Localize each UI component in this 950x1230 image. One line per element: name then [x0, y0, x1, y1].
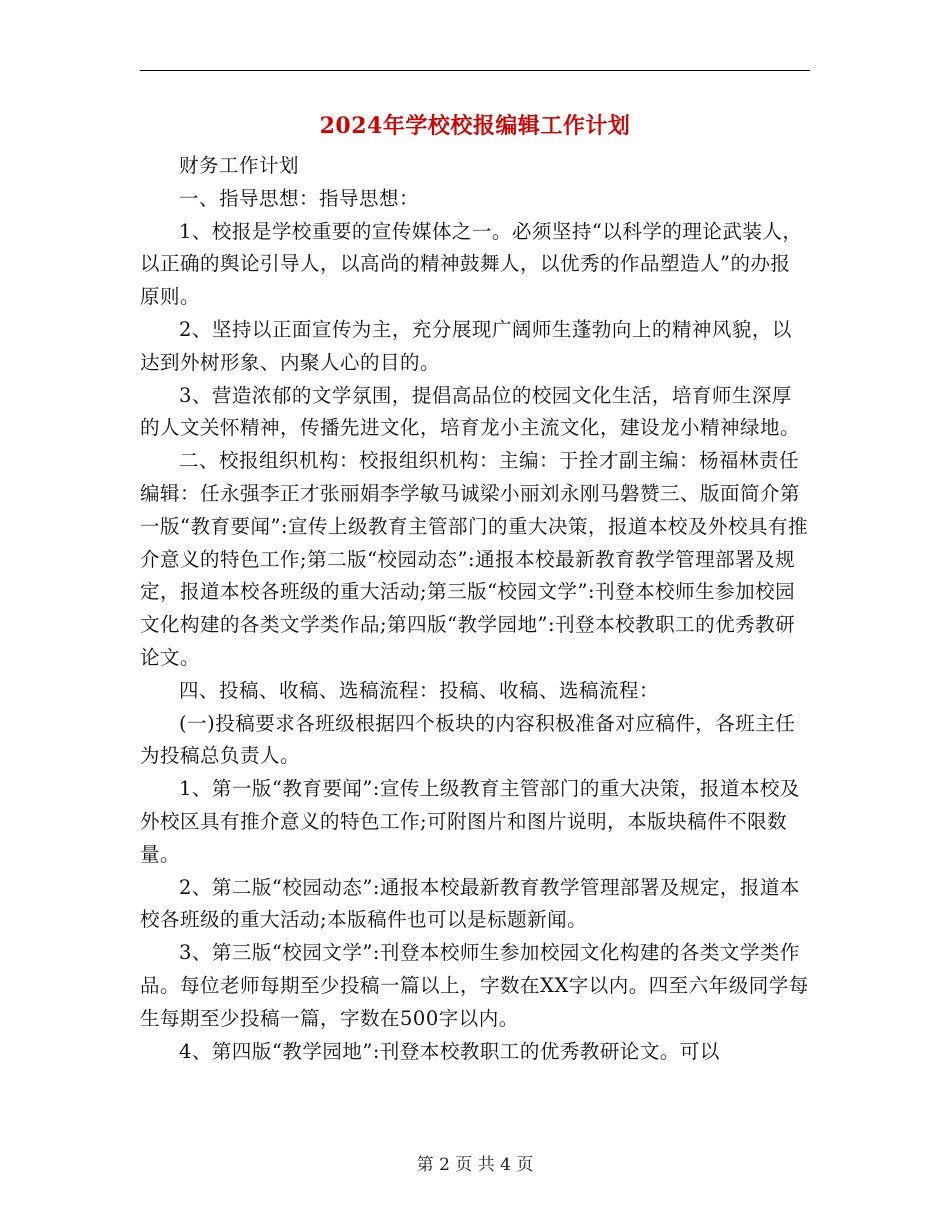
paragraph: 3、营造浓郁的文学氛围，提倡高品位的校园文化生活，培育师生深厚的人文关怀精神，传播先进文化，培育龙小主流文化，建设龙小精神绿地。 — [140, 383, 801, 440]
document-body — [140, 150, 810, 1068]
paragraph: 一、指导思想：指导思想： — [179, 186, 420, 210]
paragraph: 财务工作计划 — [179, 154, 300, 177]
paragraph: 2、坚持以正面宣传为主，充分展现广阔师生蓬勃向上的精神风貌，以达到外树形象、内聚人心的目的。 — [140, 317, 792, 374]
paragraph: 四、投稿、收稿、选稿流程：投稿、收稿、选稿流程： — [179, 678, 660, 702]
paragraph: 1、第一版“教育要闻”:宣传上级教育主管部门的重大决策，报道本校及外校区具有推介意义的特色工作;可附图片和图片说明，本版块稿件不限数量。 — [140, 777, 800, 866]
paragraph: 二、校报组织机构：校报组织机构：主编：于拴才副主编：杨福林责任编辑：任永强李正才张丽娟李学敏马诚梁小丽刘永刚马磐赞三、版面简介第一版“教育要闻”:宣传上级教育主管部门的重大决策，报道本校及外校具有推介意义的特色工作;第二版“校园动态”:通报本校最新教育教学管理部署及规定，报道本校各班级的重大活动;第三版“校园文学”:刊登本校师生参加校园文化构建的各类文学类作品;第四版“教学园地”:刊登本校教职工的优秀教研论文。 — [140, 449, 809, 669]
paragraph: 1、校报是学校重要的宣传媒体之一。必须坚持“以科学的理论武装人，以正确的舆论引导人，以高尚的精神鼓舞人，以优秀的作品塑造人”的办报原则。 — [140, 219, 803, 309]
document-title: 2024年学校校报编辑工作计划 — [319, 113, 631, 139]
page-number: 第 2 页 共 4 页 — [416, 1155, 534, 1175]
paragraph: 2、第二版“校园动态”:通报本校最新教育教学管理部署及规定，报道本校各班级的重大活动;本版稿件也可以是标题新闻。 — [140, 875, 800, 932]
paragraph: 3、第三版“校园文学”:刊登本校师生参加校园文化构建的各类文学类作品。每位老师每期至少投稿一篇以上，字数在XX字以内。四至六年级同学每生每期至少投稿一篇，字数在500字以内。 — [140, 941, 809, 1030]
header-rule — [140, 70, 810, 71]
paragraph: (一)投稿要求各班级根据四个板块的内容积极准备对应稿件，各班主任为投稿总负责人。 — [140, 711, 796, 768]
paragraph: 4、第四版“教学园地”:刊登本校教职工的优秀教研论文。可以 — [179, 1039, 720, 1063]
